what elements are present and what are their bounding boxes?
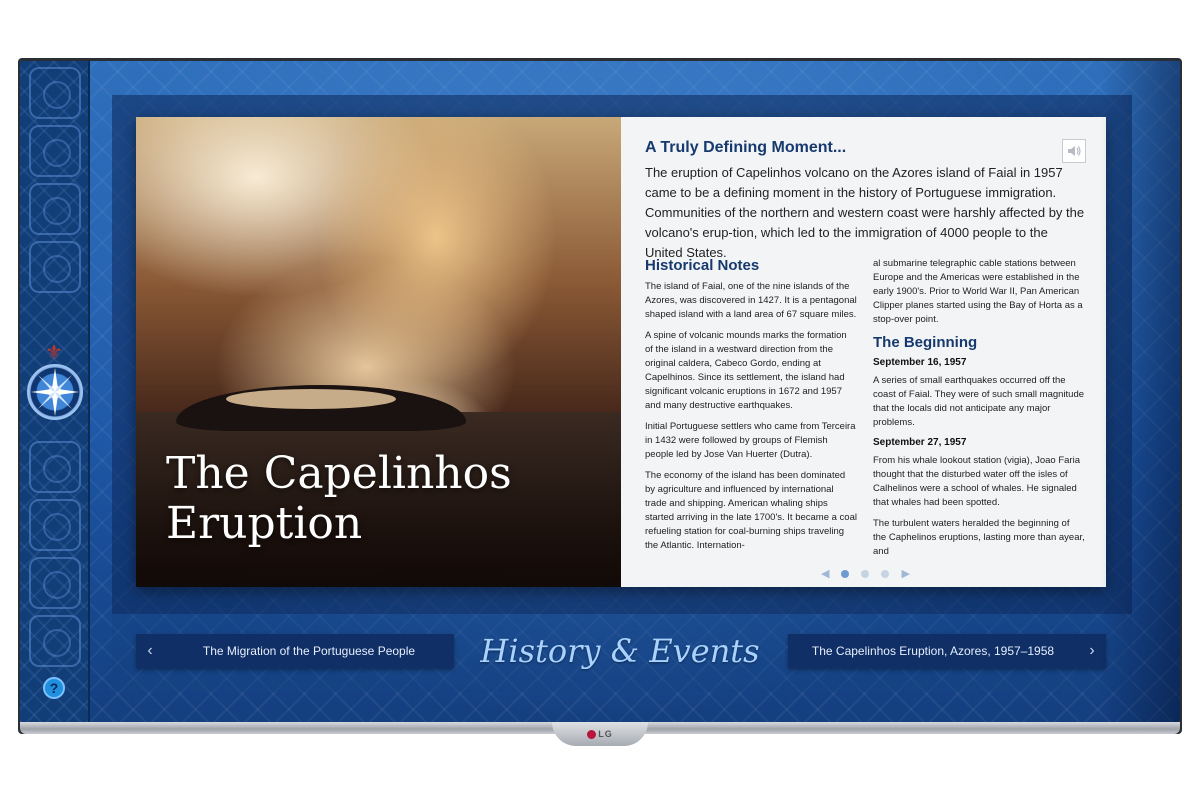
beginning-date: September 27, 1957: [873, 437, 967, 448]
chevron-right-icon: ›: [1089, 642, 1095, 659]
sidebar-ornament: [29, 125, 81, 177]
sidebar-ornament: [29, 557, 81, 609]
sidebar-ornament: [29, 441, 81, 493]
prev-topic-button[interactable]: [136, 634, 454, 668]
next-topic-button[interactable]: [788, 634, 1106, 668]
screen-shade: [1100, 61, 1180, 722]
column-left: [645, 257, 857, 566]
hero-island-steam: [226, 389, 396, 409]
historical-notes-paragraph: Initial Portuguese settlers who came from Terceira in 1432 were followed by groups of Flemish people led by Jose Van Huerter (Dutra).: [645, 421, 856, 460]
speaker-muted-icon[interactable]: [1062, 139, 1086, 163]
beginning-paragraph: The turbulent waters heralded the beginning of the Caphelinos eruptions, lasting more than ayear, and: [873, 518, 1085, 557]
screen: [20, 61, 1180, 722]
hero-title: [166, 449, 606, 549]
sidebar: [20, 61, 90, 722]
lg-logo-icon: [587, 730, 596, 739]
sidebar-ornament: [29, 499, 81, 551]
historical-notes-paragraph: A spine of volcanic mounds marks the formation of the island in a westward direction from the original caldera, Cabeco Gordo, ending at Capelhinos. Since its settlement, the island had significant volcanic eruptions in 1672 and 1957 and many destructive earthquakes.: [645, 330, 847, 411]
hero-image: [136, 117, 621, 587]
sidebar-ornament: [29, 67, 81, 119]
article-columns: [645, 257, 1085, 566]
tv-logo-bump: [552, 722, 648, 746]
article-panel: [621, 117, 1106, 587]
sidebar-ornament: [29, 615, 81, 667]
column-right: [873, 257, 1085, 566]
historical-notes-continued: al submarine telegraphic cable stations between Europe and the Americas were established in the early 1900's. Prior to World War II, Pan American Clipper planes started using the Bay of Horta as a stop-over point.: [873, 258, 1083, 325]
tv-brand-text: LG: [598, 729, 613, 739]
compass-rose-icon[interactable]: [27, 364, 83, 420]
pager: [821, 567, 910, 580]
fleur-de-lis-icon: ⚜: [45, 342, 63, 364]
pager-dot-1[interactable]: [841, 570, 849, 578]
prev-topic-label: The Migration of the Portuguese People: [202, 644, 416, 658]
tv-brand-logo: [587, 729, 613, 739]
historical-notes-paragraph: The island of Faial, one of the nine islands of the Azores, was discovered in 1427. It is a pentagonal shaped island with a land area of 67 square miles.: [645, 281, 857, 320]
hero-title-line2: Eruption: [166, 498, 363, 549]
beginning-date: September 16, 1957: [873, 357, 967, 368]
help-icon[interactable]: ?: [43, 677, 65, 699]
hero-title-line1: The Capelinhos: [166, 448, 512, 499]
pager-next-icon[interactable]: ▶: [901, 568, 910, 580]
pager-dot-3[interactable]: [881, 570, 889, 578]
section-logo: History & Events: [480, 632, 760, 670]
sidebar-ornament: [29, 241, 81, 293]
beginning-paragraph: From his whale lookout station (vigia), Joao Faria thought that the disturbed water off the isles of Calhelinos were a school of whales. He signaled that whales had been spotted.: [873, 455, 1080, 508]
sidebar-ornament: [29, 183, 81, 235]
historical-notes-title: Historical Notes: [645, 257, 760, 274]
historical-notes-paragraph: The economy of the island has been dominated by agriculture and influenced by international trade and shipping. American whaling ships started arriving in the late 1700's. It became a coal refueling station for coal-burning ships traveling the Atlantic. Internation-: [645, 470, 857, 551]
beginning-title: The Beginning: [873, 334, 978, 351]
lead-title: A Truly Defining Moment...: [645, 139, 847, 156]
content-card: [136, 117, 1106, 587]
beginning-paragraph: A series of small earthquakes occurred off the coast of Faial. They were of such small magnitude that the locals did not anticipate any major problems.: [873, 375, 1085, 428]
next-topic-label: The Capelinhos Eruption, Azores, 1957–1958: [811, 644, 1055, 658]
pager-prev-icon[interactable]: ◀: [821, 568, 830, 580]
chevron-left-icon: ‹: [147, 642, 153, 659]
pager-dot-2[interactable]: [861, 570, 869, 578]
lead-text: The eruption of Capelinhos volcano on the Azores island of Faial in 1957 came to be a defining moment in the history of Portuguese immigration. Communities of the northern and western coast were harshly affected by the volcano's erup-tion, which led to the immigration of 4000 people to the United States.: [645, 165, 1085, 260]
